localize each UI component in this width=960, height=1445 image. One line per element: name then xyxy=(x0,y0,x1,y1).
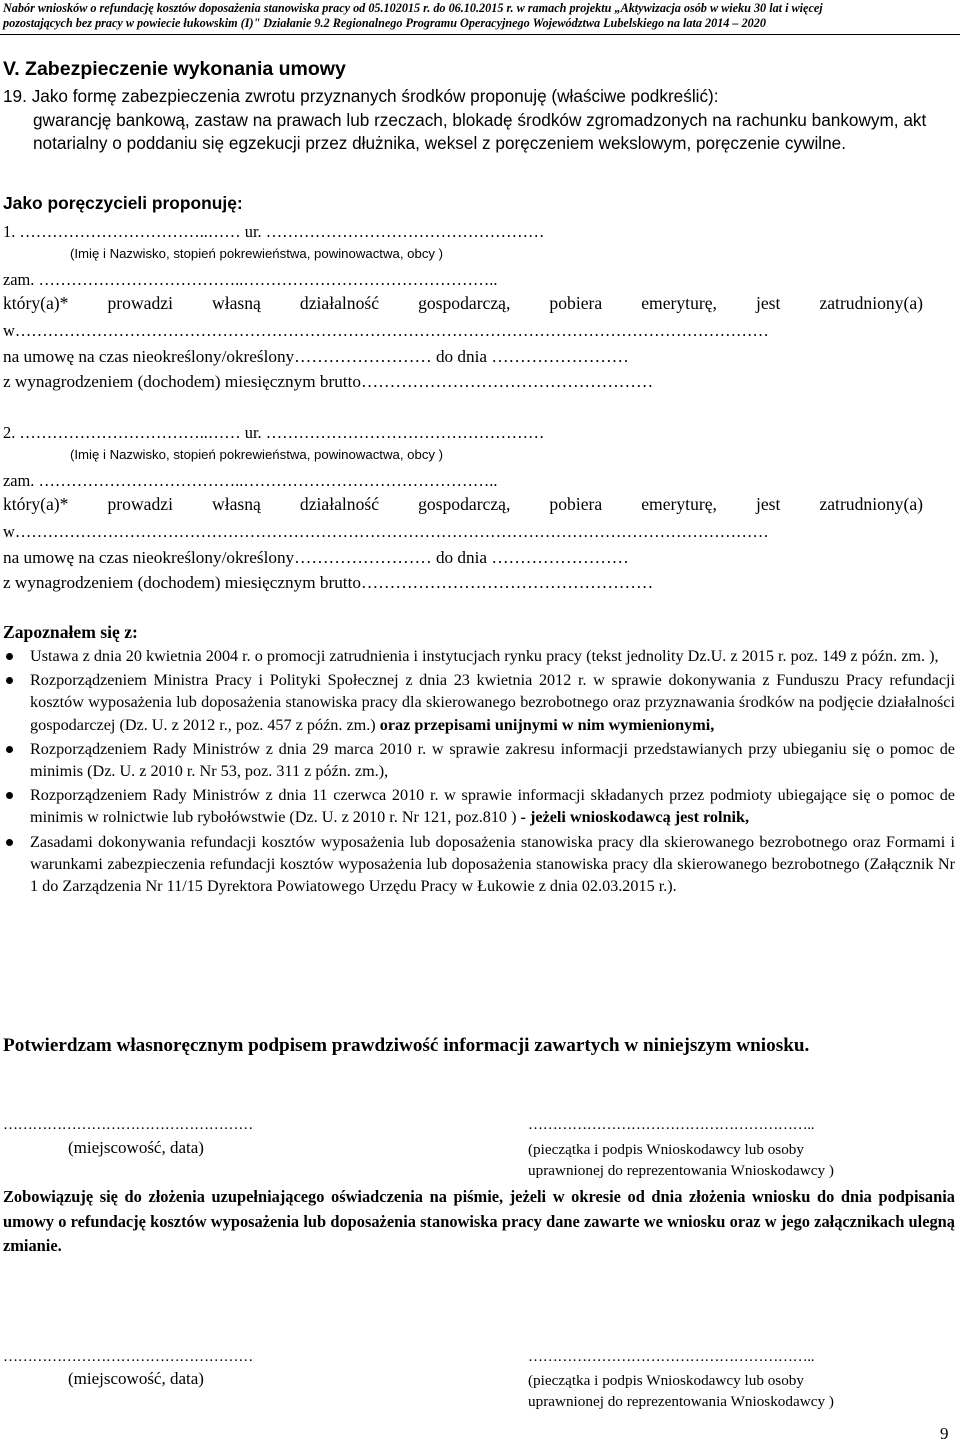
place-date-label: (miejscowość, data) xyxy=(68,1138,204,1157)
guarantor-caption: (Imię i Nazwisko, stopień pokrewieństwa, powinowactwa, obcy ) xyxy=(70,447,444,462)
guarantor-contract-line[interactable]: na umowę na czas nieokreślony/określony…………………… do dnia …………………… xyxy=(3,347,629,366)
item-19-hint: (właściwe podkreślić) xyxy=(551,86,714,106)
guarantors-heading: Jako poręczycieli proponuję: xyxy=(3,193,243,213)
guarantor-contract-line[interactable]: na umowę na czas nieokreślony/określony…………………… do dnia …………………… xyxy=(3,548,629,567)
list-item: Zasadami dokonywania refundacji kosztów wyposażenia lub doposażenia stanowiska pracy dla skierowanego bezrobotnego oraz Formami i warunkami zabezpieczenia refundacji kosztów wyposażenia lub doposażenia stanowiska pracy dla skierowanego bezrobotnego (Załącznik Nr 1 do Zarządzenia Nr 11/15 Dyrektora Powiatowego Urzędu Pracy w Łukowie z dnia 02.03.2015 r.). xyxy=(0,831,955,898)
header-line-2: pozostających bez pracy w powiecie łukowskim (I)" Działanie 9.2 Regionalnego Programu Operacyjnego Województwa Lubelskiego na lata 2014 – 2020 xyxy=(3,15,766,30)
confirmation-statement: Potwierdzam własnoręcznym podpisem prawdziwość informacji zawartych w niniejszym wniosku. xyxy=(3,1035,810,1056)
guarantor-address-line[interactable]: zam. ………………………………..……………………………………….. xyxy=(3,471,498,490)
item-19-intro: Jako formę zabezpieczenia zwrotu przyznanych środków proponuję xyxy=(31,86,552,106)
item-19-options: gwarancję bankową, zastaw na prawach lub rzeczach, blokadę środków zgromadzonych na rachunku bankowym, akt notarialny o poddaniu się egzekucji przez dłużnika, weksel z poręczeniem wekslowym, poręczenie cywilne. xyxy=(33,109,927,154)
signature-field[interactable]: ………………………………………………….. xyxy=(528,1117,815,1133)
signature-label: (pieczątka i podpis Wnioskodawcy lub osoby uprawnionej do reprezentowania Wnioskodawcy ) xyxy=(528,1372,834,1410)
place-date-field[interactable]: …………………………………………… xyxy=(3,1349,253,1365)
guarantor-caption: (Imię i Nazwisko, stopień pokrewieństwa, powinowactwa, obcy ) xyxy=(70,246,444,261)
item-19: 19. Jako formę zabezpieczenia zwrotu przyznanych środków proponuję (właściwe podkreślić): gwarancję bankową, zastaw na prawach lub rzeczach, blokadę środków zgromadzonych na rachunku bankowym, akt notarialny o poddaniu się egzekucji przez dłużnika, weksel z poręczeniem wekslowym, poręczenie cywilne. xyxy=(3,85,953,156)
guarantor-employment-line: który(a)* prowadzi własną działalność gospodarczą, pobiera emeryturę, jest zatrudniony(a) xyxy=(3,494,923,514)
guarantor-workplace-line[interactable]: w………………………………………………………………………………………………………………………… xyxy=(3,321,769,340)
list-item: Rozporządzeniem Rady Ministrów z dnia 11 czerwca 2010 r. w sprawie informacji składanych przez podmioty ubiegające się o pomoc de minimis w rolnictwie lub rybołówstwie (Dz. U. z 2010 r. Nr 121, poz.810 ) - jeżeli wnioskodawcą jest rolnik, xyxy=(0,784,955,828)
acquainted-heading: Zapoznałem się z: xyxy=(3,622,138,642)
signature-field[interactable]: ………………………………………………….. xyxy=(528,1349,815,1365)
place-date-field[interactable]: …………………………………………… xyxy=(3,1117,253,1133)
item-19-number: 19. xyxy=(3,86,27,106)
guarantor-name-line[interactable]: 1. ……………………………..…… ur. …………………………………………… xyxy=(3,222,545,241)
section-title: V. Zabezpieczenie wykonania umowy xyxy=(3,58,346,80)
guarantor-name-line[interactable]: 2. ……………………………..…… ur. …………………………………………… xyxy=(3,423,545,442)
list-item: Rozporządzeniem Rady Ministrów z dnia 29 marca 2010 r. w sprawie zakresu informacji przedstawianych przy ubieganiu się o pomoc de minimis (Dz. U. z 2010 r. Nr 53, poz. 311 z późn. zm.), xyxy=(0,738,955,782)
header-line-1: Nabór wniosków o refundację kosztów doposażenia stanowiska pracy od 05.102015 r. do 06.10.2015 r. w ramach projektu „Aktywizacja osób w wieku 30 lat i więcej xyxy=(3,1,823,15)
place-date-label: (miejscowość, data) xyxy=(68,1369,204,1388)
obligation-statement: Zobowiązuję się do złożenia uzupełniającego oświadczenia na piśmie, jeżeli w okresie od dnia złożenia wniosku do dnia podpisania umowy o refundację kosztów wyposażenia lub doposażenia stanowiska pracy dane zawarte we wniosku oraz w jego załącznikach ulegną zmianie. xyxy=(3,1187,955,1256)
signature-label: (pieczątka i podpis Wnioskodawcy lub osoby uprawnionej do reprezentowania Wnioskodawcy ) xyxy=(528,1141,834,1179)
page-header xyxy=(3,1,953,30)
list-item: Rozporządzeniem Ministra Pracy i Polityki Społecznej z dnia 23 kwietnia 2012 r. w sprawie dokonywania z Funduszu Pracy refundacji kosztów wyposażenia lub doposażenia stanowiska pracy dla skierowanego bezrobotnego oraz przyznawania środków na podjęcie działalności gospodarczej (Dz. U. z 2012 r., poz. 457 z późn. zm.) oraz przepisami unijnymi w nim wymienionymi, xyxy=(0,669,955,736)
guarantor-employment-line: który(a)* prowadzi własną działalność gospodarczą, pobiera emeryturę, jest zatrudniony(a) xyxy=(3,293,923,313)
regulations-list xyxy=(0,645,955,899)
header-divider xyxy=(0,34,960,35)
guarantor-address-line[interactable]: zam. ………………………………..……………………………………….. xyxy=(3,270,498,289)
guarantor-workplace-line[interactable]: w………………………………………………………………………………………………………………………… xyxy=(3,522,769,541)
guarantor-salary-line[interactable]: z wynagrodzeniem (dochodem) miesięcznym brutto…………………………………………… xyxy=(3,372,654,391)
guarantor-salary-line[interactable]: z wynagrodzeniem (dochodem) miesięcznym brutto…………………………………………… xyxy=(3,573,654,592)
list-item: Ustawa z dnia 20 kwietnia 2004 r. o promocji zatrudnienia i instytucjach rynku pracy (tekst jednolity Dz.U. z 2015 r. poz. 149 z późn. zm. ), xyxy=(0,645,955,667)
page-number: 9 xyxy=(940,1424,949,1443)
